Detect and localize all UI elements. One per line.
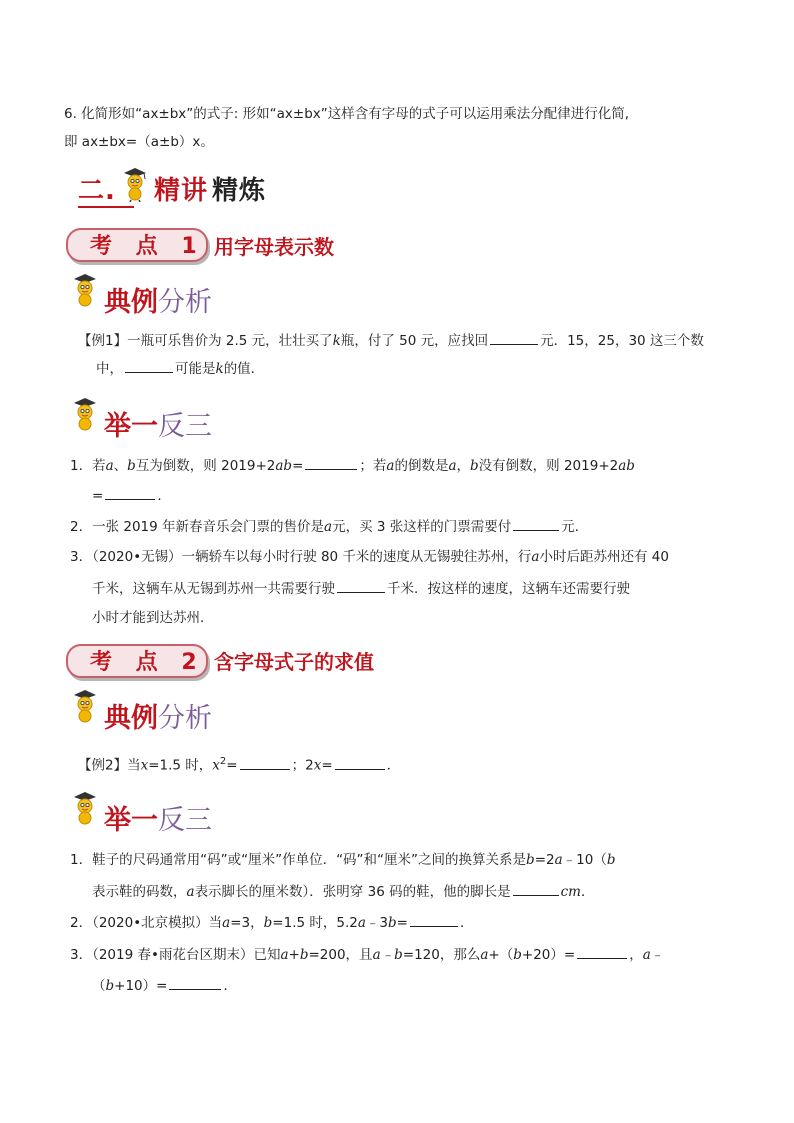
practice-2-q3-line1: 3．（2019 春•雨花台区期末）已知a+b=200，且a﹣b=120，那么a+（b+20）= ，a﹣: [70, 944, 664, 965]
example-head-red: 典例: [104, 287, 158, 318]
answer-blank[interactable]: [410, 912, 458, 927]
practice-2-q2: 2．（2020•北京模拟）当a=3，b=1.5 时，5.2a﹣3b= ．: [70, 912, 473, 933]
practice-head-plain: 反三: [158, 411, 212, 442]
section-title-dark: 精炼: [212, 176, 267, 206]
practice-1-q3-line1: 3．（2020•无锡）一辆轿车以每小时行驶 80 千米的速度从无锡驶往苏州，行a小时后距苏州还有 40: [70, 549, 669, 565]
section-underline: [78, 206, 134, 208]
example-1-line2: 中， 可能是k的值．: [96, 358, 264, 379]
answer-blank[interactable]: [305, 455, 357, 470]
graduate-mascot-icon: [72, 790, 98, 826]
section-title-red: 精讲: [154, 176, 209, 206]
practice-head-red: 举一: [104, 805, 158, 836]
answer-blank[interactable]: [490, 330, 538, 345]
graduate-mascot-icon: [72, 396, 98, 432]
example-head-plain: 分析: [158, 703, 212, 734]
kaodian-2-label: 考 点 2: [90, 650, 205, 675]
answer-blank[interactable]: [105, 485, 155, 500]
practice-1-q1-line1: 1．若a、b互为倒数，则 2019+2ab= ；若a的倒数是a，b没有倒数，则 2019+2ab: [70, 455, 635, 476]
answer-blank[interactable]: [240, 755, 290, 770]
answer-blank[interactable]: [513, 516, 559, 531]
intro-item-6-line1: 6. 化简形如“ax±bx”的式子: 形如“ax±bx”这样含有字母的式子可以运用乘法分配律进行化简,: [64, 106, 630, 122]
practice-1-q3-line3: 小时才能到达苏州．: [92, 610, 214, 626]
answer-blank[interactable]: [577, 944, 627, 959]
practice-1-q1-line2: = ．: [92, 485, 171, 506]
practice-1-q3-line2: 千米，这辆车从无锡到苏州一共需要行驶 千米．按这样的速度，这辆车还需要行驶: [92, 578, 630, 599]
example-analysis-heading-2: [104, 696, 212, 735]
practice-head-red: 举一: [104, 411, 158, 442]
answer-blank[interactable]: [335, 755, 385, 770]
example-analysis-heading-1: [104, 280, 212, 319]
practice-2-q1-line2: 表示鞋的码数，a表示脚长的厘米数）．张明穿 36 码的鞋，他的脚长是 cm．: [92, 881, 594, 902]
kaodian-2-title: 含字母式子的求值: [214, 650, 374, 674]
answer-blank[interactable]: [125, 358, 173, 373]
answer-blank[interactable]: [513, 881, 559, 896]
practice-head-plain: 反三: [158, 805, 212, 836]
example-2: 【例2】当x=1.5 时，$x^2=$ ；2x= ．: [78, 756, 401, 774]
practice-heading-1: [104, 404, 212, 443]
example-1-line1: 【例1】一瓶可乐售价为 2.5 元，壮壮买了k瓶，付了 50 元，应找回 元．15，25，30 这三个数: [78, 330, 704, 351]
answer-blank[interactable]: [337, 578, 385, 593]
intro-item-6-line2: 即 ax±bx=（a±b）x。: [64, 134, 214, 150]
answer-blank[interactable]: [169, 975, 221, 990]
practice-2-q3-line2: （b+10）= ．: [92, 975, 237, 996]
example-head-red: 典例: [104, 703, 158, 734]
practice-2-q1-line1: 1．鞋子的尺码通常用“码”或“厘米”作单位．“码”和“厘米”之间的换算关系是b=2a﹣10（b: [70, 852, 616, 868]
kaodian-1-label: 考 点 1: [90, 234, 205, 259]
graduate-mascot-icon: [72, 688, 98, 724]
graduate-mascot-icon: [122, 166, 148, 202]
kaodian-1-title: 用字母表示数: [214, 235, 334, 259]
section-number: 二.: [78, 176, 116, 206]
graduate-mascot-icon: [72, 272, 98, 308]
practice-1-q2: 2．一张 2019 年新春音乐会门票的售价是a元，买 3 张这样的门票需要付 元．: [70, 516, 588, 537]
example-head-plain: 分析: [158, 287, 212, 318]
practice-heading-2: [104, 798, 212, 837]
